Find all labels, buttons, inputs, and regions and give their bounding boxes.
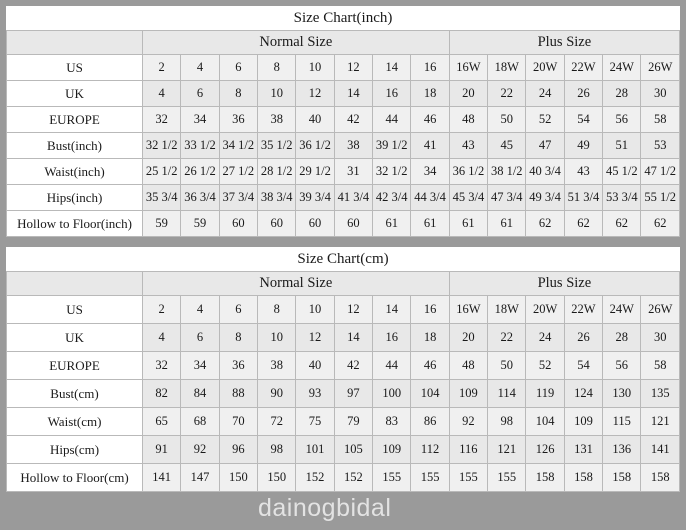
cell: 35 1/2 [258, 133, 296, 159]
cell: 10 [296, 296, 334, 324]
cell: 40 [296, 107, 334, 133]
cell: 101 [296, 436, 334, 464]
cell: 48 [449, 107, 487, 133]
cell: 47 1/2 [641, 159, 680, 185]
cell: 158 [526, 464, 564, 492]
cell: 50 [488, 107, 526, 133]
cell: 44 [373, 107, 411, 133]
cell: 12 [334, 296, 372, 324]
size-chart-inch-table [6, 6, 680, 237]
cell: 38 [334, 133, 372, 159]
cell: 16W [449, 55, 487, 81]
cell: 4 [181, 296, 219, 324]
cell: 18 [411, 324, 449, 352]
cell: 59 [143, 211, 181, 237]
table-row [7, 296, 680, 324]
cell: 150 [219, 464, 257, 492]
cell: 8 [219, 81, 257, 107]
cell: 6 [219, 55, 257, 81]
cell: 141 [143, 464, 181, 492]
cell: 52 [526, 107, 564, 133]
cell: 136 [603, 436, 641, 464]
cell: 52 [526, 352, 564, 380]
cell: 61 [373, 211, 411, 237]
cell: 4 [143, 324, 181, 352]
cell: 135 [641, 380, 680, 408]
cell: 62 [603, 211, 641, 237]
size-chart-cm-table [6, 247, 680, 492]
cell: 92 [181, 436, 219, 464]
table-row [7, 107, 680, 133]
cell: 82 [143, 380, 181, 408]
cell: 114 [488, 380, 526, 408]
cell: 16 [373, 324, 411, 352]
row-label: Waist(cm) [7, 408, 143, 436]
cell: 62 [526, 211, 564, 237]
cell: 20 [449, 324, 487, 352]
cell: 24 [526, 324, 564, 352]
cell: 40 [296, 352, 334, 380]
size-chart-cm [5, 246, 681, 493]
cell: 45 [488, 133, 526, 159]
cell: 32 1/2 [373, 159, 411, 185]
cell: 36 1/2 [296, 133, 334, 159]
cell: 34 [181, 352, 219, 380]
cell: 109 [564, 408, 602, 436]
cell: 115 [603, 408, 641, 436]
cell: 30 [641, 81, 680, 107]
cell: 18W [488, 55, 526, 81]
watermark-text: dainogbidal [258, 494, 392, 522]
row-label: Waist(inch) [7, 159, 143, 185]
cell: 24W [603, 296, 641, 324]
cell: 54 [564, 107, 602, 133]
chart-title-row [7, 6, 680, 31]
cell: 22W [564, 296, 602, 324]
cell: 60 [219, 211, 257, 237]
cell: 34 [411, 159, 449, 185]
group-blank [7, 31, 143, 55]
cell: 10 [258, 81, 296, 107]
cell: 12 [296, 81, 334, 107]
cell: 28 [603, 81, 641, 107]
cell: 4 [181, 55, 219, 81]
cell: 51 3/4 [564, 185, 602, 211]
cell: 112 [411, 436, 449, 464]
cell: 32 1/2 [143, 133, 181, 159]
cell: 38 [258, 352, 296, 380]
cell: 96 [219, 436, 257, 464]
cell: 6 [181, 324, 219, 352]
cell: 104 [411, 380, 449, 408]
cell: 14 [373, 296, 411, 324]
cell: 37 3/4 [219, 185, 257, 211]
cell: 61 [488, 211, 526, 237]
cell: 152 [334, 464, 372, 492]
cell: 79 [334, 408, 372, 436]
row-label: US [7, 296, 143, 324]
cell: 41 3/4 [334, 185, 372, 211]
chart-group-row [7, 272, 680, 296]
table-row [7, 185, 680, 211]
cell: 20W [526, 296, 564, 324]
cell: 46 [411, 107, 449, 133]
cell: 93 [296, 380, 334, 408]
cell: 147 [181, 464, 219, 492]
cell: 8 [258, 55, 296, 81]
cell: 100 [373, 380, 411, 408]
cell: 97 [334, 380, 372, 408]
cell: 155 [411, 464, 449, 492]
cell: 40 3/4 [526, 159, 564, 185]
group-plus-size: Plus Size [449, 31, 679, 55]
cell: 90 [258, 380, 296, 408]
cell: 130 [603, 380, 641, 408]
cell: 155 [488, 464, 526, 492]
row-label: EUROPE [7, 352, 143, 380]
cell: 72 [258, 408, 296, 436]
cell: 33 1/2 [181, 133, 219, 159]
cell: 91 [143, 436, 181, 464]
cell: 24W [603, 55, 641, 81]
cell: 26W [641, 296, 680, 324]
cell: 158 [603, 464, 641, 492]
cell: 105 [334, 436, 372, 464]
cell: 47 3/4 [488, 185, 526, 211]
table-row [7, 436, 680, 464]
chart-title-row [7, 247, 680, 272]
cell: 27 1/2 [219, 159, 257, 185]
cell: 29 1/2 [296, 159, 334, 185]
row-label: Bust(inch) [7, 133, 143, 159]
cell: 22W [564, 55, 602, 81]
chart-title: Size Chart(inch) [7, 6, 680, 31]
table-row [7, 133, 680, 159]
cell: 2 [143, 296, 181, 324]
cell: 22 [488, 324, 526, 352]
cell: 18W [488, 296, 526, 324]
cell: 131 [564, 436, 602, 464]
cell: 109 [373, 436, 411, 464]
cell: 155 [449, 464, 487, 492]
cell: 65 [143, 408, 181, 436]
cell: 92 [449, 408, 487, 436]
chart-group-row [7, 31, 680, 55]
group-plus-size: Plus Size [449, 272, 679, 296]
cell: 53 [641, 133, 680, 159]
cell: 28 1/2 [258, 159, 296, 185]
cell: 121 [488, 436, 526, 464]
cell: 42 [334, 352, 372, 380]
cell: 51 [603, 133, 641, 159]
cell: 53 3/4 [603, 185, 641, 211]
cell: 158 [564, 464, 602, 492]
cell: 83 [373, 408, 411, 436]
cell: 55 1/2 [641, 185, 680, 211]
cell: 6 [181, 81, 219, 107]
cell: 44 3/4 [411, 185, 449, 211]
cell: 10 [258, 324, 296, 352]
cell: 56 [603, 107, 641, 133]
cell: 30 [641, 324, 680, 352]
cell: 46 [411, 352, 449, 380]
cell: 121 [641, 408, 680, 436]
cell: 126 [526, 436, 564, 464]
cell: 61 [449, 211, 487, 237]
cell: 26W [641, 55, 680, 81]
table-row [7, 211, 680, 237]
cell: 47 [526, 133, 564, 159]
cell: 62 [564, 211, 602, 237]
cell: 39 1/2 [373, 133, 411, 159]
table-row [7, 408, 680, 436]
cell: 50 [488, 352, 526, 380]
cell: 104 [526, 408, 564, 436]
cell: 10 [296, 55, 334, 81]
row-label: UK [7, 324, 143, 352]
cell: 20W [526, 55, 564, 81]
cell: 16 [373, 81, 411, 107]
cell: 39 3/4 [296, 185, 334, 211]
cell: 20 [449, 81, 487, 107]
cell: 70 [219, 408, 257, 436]
cell: 45 1/2 [603, 159, 641, 185]
cell: 4 [143, 81, 181, 107]
cell: 26 [564, 81, 602, 107]
row-label: Hollow to Floor(cm) [7, 464, 143, 492]
cell: 155 [373, 464, 411, 492]
cell: 36 [219, 352, 257, 380]
cell: 14 [334, 324, 372, 352]
cell: 109 [449, 380, 487, 408]
cell: 16 [411, 296, 449, 324]
cell: 31 [334, 159, 372, 185]
cell: 8 [219, 324, 257, 352]
cell: 49 3/4 [526, 185, 564, 211]
cell: 141 [641, 436, 680, 464]
table-row [7, 55, 680, 81]
table-row [7, 159, 680, 185]
table-row [7, 324, 680, 352]
table-row [7, 81, 680, 107]
cell: 59 [181, 211, 219, 237]
cell: 36 3/4 [181, 185, 219, 211]
chart-title: Size Chart(cm) [7, 247, 680, 272]
cell: 84 [181, 380, 219, 408]
cell: 2 [143, 55, 181, 81]
cell: 35 3/4 [143, 185, 181, 211]
cell: 56 [603, 352, 641, 380]
cell: 68 [181, 408, 219, 436]
cell: 36 1/2 [449, 159, 487, 185]
cell: 60 [296, 211, 334, 237]
cell: 124 [564, 380, 602, 408]
row-label: US [7, 55, 143, 81]
cell: 44 [373, 352, 411, 380]
row-label: Hips(cm) [7, 436, 143, 464]
cell: 14 [334, 81, 372, 107]
cell: 150 [258, 464, 296, 492]
cell: 22 [488, 81, 526, 107]
cell: 8 [258, 296, 296, 324]
cell: 86 [411, 408, 449, 436]
cell: 61 [411, 211, 449, 237]
cell: 158 [641, 464, 680, 492]
cell: 60 [334, 211, 372, 237]
cell: 116 [449, 436, 487, 464]
cell: 43 [564, 159, 602, 185]
cell: 98 [488, 408, 526, 436]
cell: 34 [181, 107, 219, 133]
group-normal-size: Normal Size [143, 272, 450, 296]
cell: 48 [449, 352, 487, 380]
cell: 28 [603, 324, 641, 352]
cell: 32 [143, 107, 181, 133]
row-label: Hollow to Floor(inch) [7, 211, 143, 237]
table-row [7, 464, 680, 492]
cell: 34 1/2 [219, 133, 257, 159]
cell: 60 [258, 211, 296, 237]
cell: 26 [564, 324, 602, 352]
cell: 32 [143, 352, 181, 380]
cell: 58 [641, 352, 680, 380]
table-row [7, 352, 680, 380]
table-row [7, 380, 680, 408]
cell: 38 [258, 107, 296, 133]
cell: 88 [219, 380, 257, 408]
cell: 26 1/2 [181, 159, 219, 185]
cell: 12 [296, 324, 334, 352]
cell: 36 [219, 107, 257, 133]
cell: 38 3/4 [258, 185, 296, 211]
cell: 24 [526, 81, 564, 107]
cell: 38 1/2 [488, 159, 526, 185]
group-normal-size: Normal Size [143, 31, 450, 55]
cell: 42 [334, 107, 372, 133]
cell: 62 [641, 211, 680, 237]
cell: 25 1/2 [143, 159, 181, 185]
cell: 42 3/4 [373, 185, 411, 211]
cell: 98 [258, 436, 296, 464]
group-blank [7, 272, 143, 296]
cell: 16W [449, 296, 487, 324]
cell: 12 [334, 55, 372, 81]
row-label: EUROPE [7, 107, 143, 133]
cell: 119 [526, 380, 564, 408]
cell: 14 [373, 55, 411, 81]
cell: 152 [296, 464, 334, 492]
cell: 45 3/4 [449, 185, 487, 211]
row-label: Hips(inch) [7, 185, 143, 211]
cell: 49 [564, 133, 602, 159]
cell: 75 [296, 408, 334, 436]
size-chart-inch [5, 5, 681, 238]
row-label: UK [7, 81, 143, 107]
cell: 58 [641, 107, 680, 133]
cell: 16 [411, 55, 449, 81]
row-label: Bust(cm) [7, 380, 143, 408]
cell: 6 [219, 296, 257, 324]
cell: 43 [449, 133, 487, 159]
cell: 41 [411, 133, 449, 159]
cell: 54 [564, 352, 602, 380]
cell: 18 [411, 81, 449, 107]
